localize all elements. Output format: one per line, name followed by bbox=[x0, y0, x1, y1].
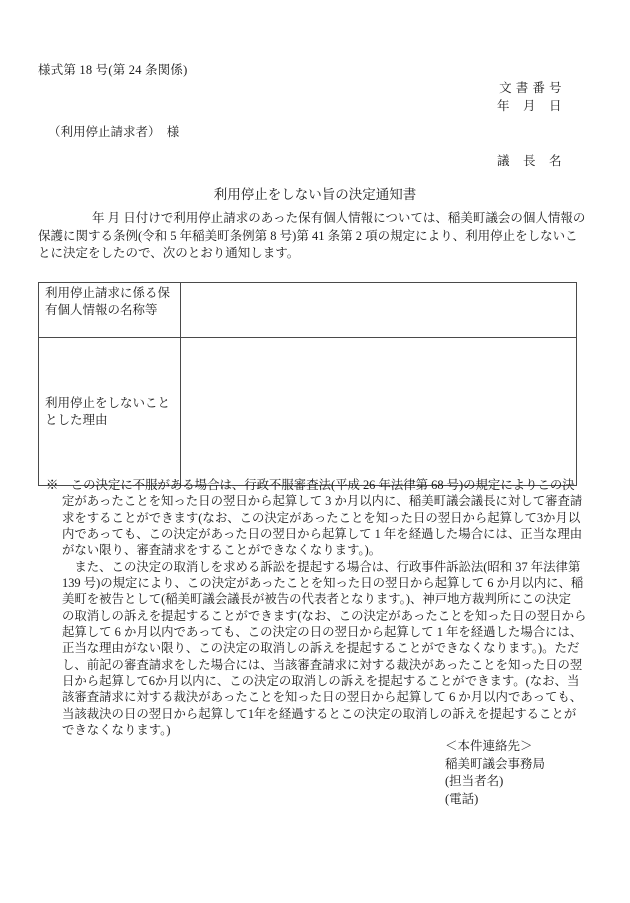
contact-line: ＜本件連絡先＞ bbox=[445, 739, 533, 753]
contact-line: 稲美町議会事務局 bbox=[445, 756, 546, 771]
row-value-information-name bbox=[181, 283, 577, 338]
chairman-name: 議 長 名 bbox=[496, 154, 562, 168]
contact-block bbox=[445, 738, 545, 808]
decision-table bbox=[38, 282, 577, 486]
table-row-information-name bbox=[39, 283, 577, 338]
appeal-note-line: 日から起算して6か月以内に、この決定の取消しの訴えを提起することができます。(なお、当 bbox=[62, 674, 580, 689]
appeal-note-line: また、この決定の取消しを求める訴訟を提起する場合は、行政事件訴訟法(昭和 37 年法律第 bbox=[62, 559, 581, 574]
row-label-information-name: 利用停止請求に係る保有個人情報の名称等 bbox=[39, 283, 181, 338]
body-line: 保護に関する条例(令和 5 年稲美町条例第 8 号)第 41 条第 2 項の規定により、利用停止をしないこ bbox=[38, 228, 578, 243]
appeal-note-line: 美町を被告として(稲美町議会議長が被告の代表者となります。)、神戸地方裁判所にこの決定 bbox=[62, 592, 572, 607]
body-line: 年 月 日付けで利用停止請求のあった保有個人情報については、稲美町議会の個人情報の bbox=[92, 211, 586, 225]
appeal-note-line: 求をすることができます(なお、この決定があったことを知った日の翌日から起算して3か月以 bbox=[62, 510, 581, 525]
appeal-note-line: 起算して 6 か月以内であっても、この決定の日の翌日から起算して 1 年を経過した場合には、 bbox=[62, 625, 583, 640]
appeal-note-line: できなくなります。) bbox=[62, 723, 171, 738]
appeal-note-line: ※ この決定に不服がある場合は、行政不服審査法(平成 26 年法律第 68 号)の規定によりこの決 bbox=[46, 478, 575, 492]
appeal-note-line: 該審査請求に対する裁決があったことを知った日の翌日から起算して 6 か月以内であっても、 bbox=[62, 690, 583, 705]
appeal-note-line: の取消しの訴えを提起することができます(なお、この決定があったことを知った日の翌日から bbox=[62, 608, 587, 623]
date-label: 年 月 日 bbox=[496, 99, 562, 113]
appeal-note-line: 当該裁決の日の翌日から起算して1年を経過するとこの決定の取消しの訴えを提起することが bbox=[62, 706, 577, 721]
row-label-reason: 利用停止をしないこととした理由 bbox=[39, 338, 181, 486]
body-paragraph bbox=[38, 210, 592, 263]
appeal-note-line: 139 号)の規定により、この決定があったことを知った日の翌日から起算して 6 か月以内に、稲 bbox=[62, 576, 584, 591]
addressee: （利用停止請求者） 様 bbox=[48, 125, 180, 139]
appeal-note-line: 定があったことを知った日の翌日から起算して 3 か月以内に、稲美町議会議長に対して審査請 bbox=[62, 494, 583, 509]
body-line: とに決定をしたので、次のとおり通知します。 bbox=[38, 246, 300, 261]
appeal-note bbox=[38, 477, 591, 739]
document-number-label: 文 書 番 号 bbox=[499, 81, 562, 95]
appeal-note-line: 内であっても、この決定があった日の翌日から起算して 1 年を経過した場合には、正当な理由 bbox=[62, 527, 583, 542]
appeal-note-line: 正当な理由がない限り、この決定の取消しの訴えを提起することができなくなります。)。ただ bbox=[62, 641, 580, 656]
page-title: 利用停止をしない旨の決定通知書 bbox=[213, 187, 417, 202]
appeal-note-line: がない限り、審査請求をすることができなくなります。)。 bbox=[62, 543, 382, 558]
row-value-reason bbox=[181, 338, 577, 486]
contact-line: (電話) bbox=[445, 791, 479, 806]
appeal-note-line: し、前記の審査請求をした場合には、当該審査請求に対する裁決があったことを知った日の翌 bbox=[62, 657, 583, 672]
form-number: 様式第 18 号(第 24 条関係) bbox=[38, 63, 188, 77]
table-row-reason bbox=[39, 338, 577, 486]
contact-line: (担当者名) bbox=[445, 774, 504, 789]
document-meta-block bbox=[38, 79, 562, 115]
